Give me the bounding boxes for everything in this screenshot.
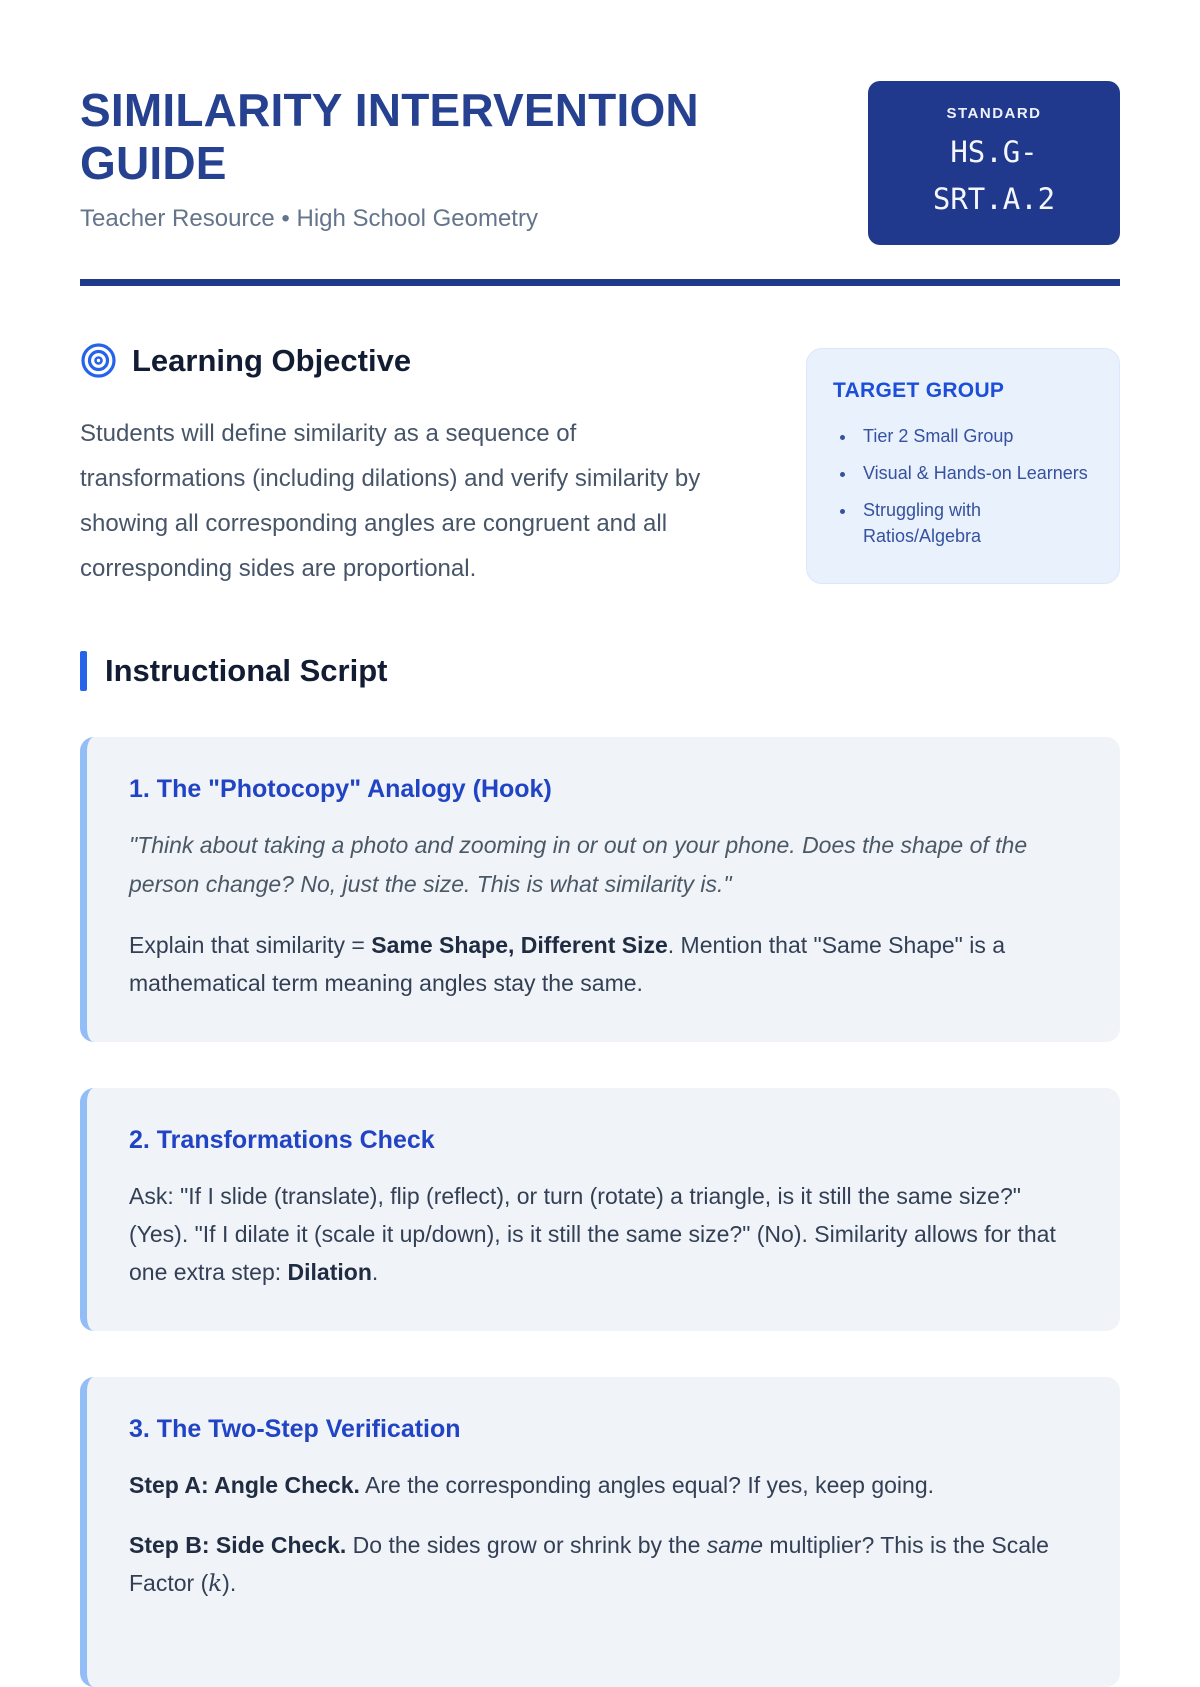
header [80,84,1120,245]
text-segment: Step B: Side Check. [129,1532,347,1558]
target-group-item: • Struggling with Ratios/Algebra [857,497,1093,549]
script-card-1 [80,737,1120,1042]
standard-code [882,129,1106,223]
script-card-2-body [129,1177,1074,1291]
standard-code-line1: HS.G- [950,135,1038,169]
learning-objective [80,342,725,591]
target-group-item: • Tier 2 Small Group [857,423,1093,449]
script-card-1-body [129,926,1074,1002]
text-segment: Explain that similarity = [129,932,372,958]
standard-badge [868,81,1120,245]
text-segment: k [208,1571,223,1597]
script-card-3-step-b [129,1526,1074,1603]
text-segment: same [706,1532,764,1558]
script-card-3-title: 3. The Two-Step Verification [129,1415,461,1443]
target-bullseye-icon [80,342,117,379]
target-group-heading: TARGET GROUP [833,379,1005,402]
header-divider [80,279,1120,286]
script-card-1-quote: "Think about taking a photo and zooming in or out on your phone. Does the shape of the person change? No, just the size. This is what similarity is." [129,832,1028,897]
objective-section [80,342,1120,591]
header-titles [80,84,810,233]
standard-code-line2: SRT.A.2 [932,182,1056,216]
text-segment: Ask: "If I slide (translate), flip (reflect), or turn (rotate) a triangle, is it still the same size?" (Yes). "If I dilate it (scale it up/down), is it still the same size?" (No). Similarity allows for that one extra step: [129,1183,1056,1285]
script-card-2-title: 2. Transformations Check [129,1126,435,1154]
script-card-2 [80,1088,1120,1331]
text-segment: Same Shape, Different Size [371,932,668,958]
text-segment: Do the sides grow or shrink by the [346,1532,707,1558]
instructional-script-heading-row [80,651,1120,691]
learning-objective-body: Students will define similarity as a sequence of transformations (including dilations) and verify similarity by showing all corresponding angles are congruent and all corresponding sides are proportional. [80,420,701,582]
text-segment: Step A: Angle Check. [129,1472,360,1498]
text-segment: Are the corresponding angles equal? If yes, keep going. [359,1472,935,1498]
learning-objective-heading [80,342,725,379]
learning-objective-title: Learning Objective [132,342,412,378]
script-card-1-title: 1. The "Photocopy" Analogy (Hook) [129,775,552,803]
text-segment: . [371,1259,379,1285]
section-accent-bar [80,651,87,691]
script-card-3-step-a [129,1466,1074,1504]
page-title: SIMILARITY INTERVENTION GUIDE [80,84,699,190]
target-group-list [833,423,1093,549]
standard-badge-label: STANDARD [946,105,1042,122]
instructional-script-title: Instructional Script [105,653,388,688]
target-group-box [806,348,1120,584]
target-group-item: • Visual & Hands-on Learners [857,460,1093,486]
page-subtitle: Teacher Resource • High School Geometry [80,204,538,232]
text-segment: Dilation [287,1259,372,1285]
script-card-3 [80,1377,1120,1687]
text-segment: multiplier? This is the Scale Factor ( [129,1532,1049,1596]
text-segment: ). [222,1570,237,1596]
text-segment: . Mention that "Same Shape" is a mathematical term meaning angles stay the same. [129,932,1006,996]
